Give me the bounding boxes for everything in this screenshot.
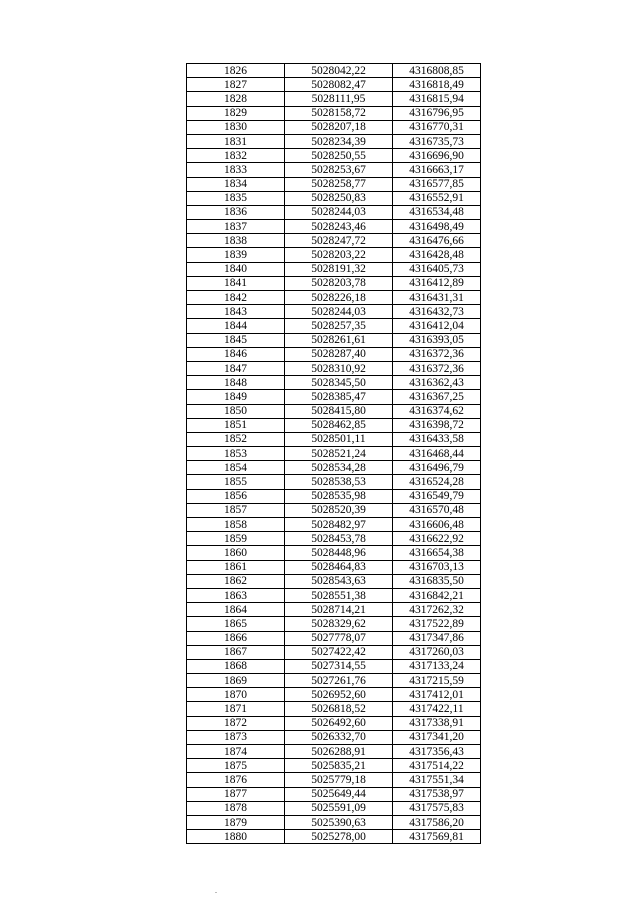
point-number-cell: 1864 [187,603,285,617]
table-row [187,390,481,404]
y-coordinate-cell: 4316696,90 [393,149,481,163]
y-coordinate-cell: 4317215,59 [393,674,481,688]
table-row [187,432,481,446]
table-row [187,177,481,191]
x-coordinate-cell: 5028244,03 [285,305,393,319]
y-coordinate-cell: 4316703,13 [393,560,481,574]
coordinates-table-body [187,64,481,844]
table-row [187,404,481,418]
x-coordinate-cell: 5025591,09 [285,801,393,815]
x-coordinate-cell: 5028462,85 [285,418,393,432]
table-row [187,830,481,844]
point-number-cell: 1869 [187,674,285,688]
table-row [187,489,481,503]
y-coordinate-cell: 4316663,17 [393,163,481,177]
y-coordinate-cell: 4316412,04 [393,319,481,333]
table-row [187,574,481,588]
table-row [187,418,481,432]
y-coordinate-cell: 4316735,73 [393,134,481,148]
y-coordinate-cell: 4316372,36 [393,347,481,361]
y-coordinate-cell: 4316398,72 [393,418,481,432]
x-coordinate-cell: 5028501,11 [285,432,393,446]
point-number-cell: 1840 [187,262,285,276]
point-number-cell: 1879 [187,815,285,829]
x-coordinate-cell: 5028464,83 [285,560,393,574]
y-coordinate-cell: 4317412,01 [393,688,481,702]
x-coordinate-cell: 5028448,96 [285,546,393,560]
x-coordinate-cell: 5028543,63 [285,574,393,588]
table-row [187,745,481,759]
point-number-cell: 1837 [187,220,285,234]
table-row [187,674,481,688]
point-number-cell: 1880 [187,830,285,844]
y-coordinate-cell: 4316570,48 [393,503,481,517]
table-row [187,645,481,659]
y-coordinate-cell: 4316606,48 [393,518,481,532]
table-row [187,518,481,532]
y-coordinate-cell: 4316796,95 [393,106,481,120]
table-row [187,773,481,787]
point-number-cell: 1863 [187,588,285,602]
point-number-cell: 1857 [187,503,285,517]
y-coordinate-cell: 4316770,31 [393,120,481,134]
y-coordinate-cell: 4316818,49 [393,78,481,92]
x-coordinate-cell: 5028244,03 [285,205,393,219]
point-number-cell: 1851 [187,418,285,432]
table-row [187,376,481,390]
table-row [187,603,481,617]
y-coordinate-cell: 4316367,25 [393,390,481,404]
y-coordinate-cell: 4317347,86 [393,631,481,645]
point-number-cell: 1855 [187,475,285,489]
x-coordinate-cell: 5025390,63 [285,815,393,829]
table-row [187,64,481,78]
y-coordinate-cell: 4317514,22 [393,759,481,773]
y-coordinate-cell: 4316476,66 [393,234,481,248]
point-number-cell: 1829 [187,106,285,120]
point-number-cell: 1849 [187,390,285,404]
x-coordinate-cell: 5028082,47 [285,78,393,92]
point-number-cell: 1861 [187,560,285,574]
point-number-cell: 1831 [187,134,285,148]
y-coordinate-cell: 4317538,97 [393,787,481,801]
point-number-cell: 1836 [187,205,285,219]
point-number-cell: 1852 [187,432,285,446]
point-number-cell: 1877 [187,787,285,801]
y-coordinate-cell: 4316808,85 [393,64,481,78]
table-row [187,801,481,815]
y-coordinate-cell: 4316428,48 [393,248,481,262]
point-number-cell: 1846 [187,347,285,361]
y-coordinate-cell: 4317338,91 [393,716,481,730]
point-number-cell: 1842 [187,291,285,305]
x-coordinate-cell: 5026288,91 [285,745,393,759]
point-number-cell: 1873 [187,730,285,744]
point-number-cell: 1830 [187,120,285,134]
x-coordinate-cell: 5027422,42 [285,645,393,659]
table-row [187,617,481,631]
point-number-cell: 1847 [187,361,285,375]
point-number-cell: 1843 [187,305,285,319]
point-number-cell: 1839 [187,248,285,262]
table-row [187,787,481,801]
table-row [187,205,481,219]
x-coordinate-cell: 5028453,78 [285,532,393,546]
x-coordinate-cell: 5028535,98 [285,489,393,503]
table-row [187,461,481,475]
y-coordinate-cell: 4316468,44 [393,447,481,461]
x-coordinate-cell: 5028534,28 [285,461,393,475]
x-coordinate-cell: 5025835,21 [285,759,393,773]
point-number-cell: 1835 [187,191,285,205]
x-coordinate-cell: 5028158,72 [285,106,393,120]
table-row [187,134,481,148]
table-row [187,234,481,248]
x-coordinate-cell: 5028520,39 [285,503,393,517]
y-coordinate-cell: 4317341,20 [393,730,481,744]
point-number-cell: 1833 [187,163,285,177]
y-coordinate-cell: 4317575,83 [393,801,481,815]
point-number-cell: 1875 [187,759,285,773]
table-row [187,319,481,333]
y-coordinate-cell: 4316549,79 [393,489,481,503]
table-row [187,475,481,489]
table-row [187,191,481,205]
y-coordinate-cell: 4316498,49 [393,220,481,234]
coordinates-table [186,63,481,844]
table-row [187,361,481,375]
y-coordinate-cell: 4316374,62 [393,404,481,418]
y-coordinate-cell: 4317551,34 [393,773,481,787]
point-number-cell: 1866 [187,631,285,645]
point-number-cell: 1876 [187,773,285,787]
y-coordinate-cell: 4316842,21 [393,588,481,602]
point-number-cell: 1856 [187,489,285,503]
table-row [187,546,481,560]
point-number-cell: 1878 [187,801,285,815]
x-coordinate-cell: 5026332,70 [285,730,393,744]
table-row [187,588,481,602]
x-coordinate-cell: 5027261,76 [285,674,393,688]
y-coordinate-cell: 4316815,94 [393,92,481,106]
point-number-cell: 1834 [187,177,285,191]
table-row [187,163,481,177]
y-coordinate-cell: 4316552,91 [393,191,481,205]
x-coordinate-cell: 5028250,83 [285,191,393,205]
x-coordinate-cell: 5028385,47 [285,390,393,404]
point-number-cell: 1850 [187,404,285,418]
point-number-cell: 1853 [187,447,285,461]
table-row [187,532,481,546]
x-coordinate-cell: 5028345,50 [285,376,393,390]
y-coordinate-cell: 4316622,92 [393,532,481,546]
y-coordinate-cell: 4316405,73 [393,262,481,276]
table-row [187,659,481,673]
table-row [187,92,481,106]
point-number-cell: 1870 [187,688,285,702]
table-row [187,262,481,276]
x-coordinate-cell: 5025779,18 [285,773,393,787]
x-coordinate-cell: 5028042,22 [285,64,393,78]
y-coordinate-cell: 4316433,58 [393,432,481,446]
table-row [187,291,481,305]
x-coordinate-cell: 5028247,72 [285,234,393,248]
table-row [187,815,481,829]
x-coordinate-cell: 5028203,78 [285,276,393,290]
table-row [187,305,481,319]
x-coordinate-cell: 5026492,60 [285,716,393,730]
scan-speck [215,892,217,893]
point-number-cell: 1848 [187,376,285,390]
x-coordinate-cell: 5025649,44 [285,787,393,801]
point-number-cell: 1871 [187,702,285,716]
x-coordinate-cell: 5028551,38 [285,588,393,602]
point-number-cell: 1845 [187,333,285,347]
x-coordinate-cell: 5028538,53 [285,475,393,489]
y-coordinate-cell: 4316372,36 [393,361,481,375]
y-coordinate-cell: 4316362,43 [393,376,481,390]
x-coordinate-cell: 5028226,18 [285,291,393,305]
y-coordinate-cell: 4316432,73 [393,305,481,319]
table-row [187,276,481,290]
x-coordinate-cell: 5025278,00 [285,830,393,844]
y-coordinate-cell: 4316496,79 [393,461,481,475]
point-number-cell: 1828 [187,92,285,106]
table-row [187,220,481,234]
y-coordinate-cell: 4317260,03 [393,645,481,659]
table-row [187,106,481,120]
x-coordinate-cell: 5026952,60 [285,688,393,702]
table-row [187,730,481,744]
table-row [187,560,481,574]
table-row [187,688,481,702]
x-coordinate-cell: 5028207,18 [285,120,393,134]
table-row [187,447,481,461]
y-coordinate-cell: 4317569,81 [393,830,481,844]
x-coordinate-cell: 5028261,61 [285,333,393,347]
y-coordinate-cell: 4317262,32 [393,603,481,617]
x-coordinate-cell: 5026818,52 [285,702,393,716]
table-row [187,759,481,773]
x-coordinate-cell: 5028250,55 [285,149,393,163]
point-number-cell: 1867 [187,645,285,659]
x-coordinate-cell: 5028415,80 [285,404,393,418]
x-coordinate-cell: 5028243,46 [285,220,393,234]
table-row [187,702,481,716]
table-row [187,333,481,347]
point-number-cell: 1874 [187,745,285,759]
y-coordinate-cell: 4316577,85 [393,177,481,191]
point-number-cell: 1838 [187,234,285,248]
point-number-cell: 1862 [187,574,285,588]
x-coordinate-cell: 5028310,92 [285,361,393,375]
y-coordinate-cell: 4316654,38 [393,546,481,560]
y-coordinate-cell: 4316524,28 [393,475,481,489]
table-row [187,503,481,517]
x-coordinate-cell: 5028287,40 [285,347,393,361]
x-coordinate-cell: 5028203,22 [285,248,393,262]
x-coordinate-cell: 5028253,67 [285,163,393,177]
y-coordinate-cell: 4317133,24 [393,659,481,673]
point-number-cell: 1872 [187,716,285,730]
table-row [187,78,481,92]
point-number-cell: 1858 [187,518,285,532]
table-row [187,716,481,730]
x-coordinate-cell: 5028482,97 [285,518,393,532]
table-row [187,347,481,361]
x-coordinate-cell: 5028258,77 [285,177,393,191]
point-number-cell: 1854 [187,461,285,475]
x-coordinate-cell: 5028234,39 [285,134,393,148]
y-coordinate-cell: 4316431,31 [393,291,481,305]
point-number-cell: 1827 [187,78,285,92]
y-coordinate-cell: 4316412,89 [393,276,481,290]
y-coordinate-cell: 4317422,11 [393,702,481,716]
point-number-cell: 1844 [187,319,285,333]
x-coordinate-cell: 5028521,24 [285,447,393,461]
y-coordinate-cell: 4316393,05 [393,333,481,347]
x-coordinate-cell: 5028329,62 [285,617,393,631]
y-coordinate-cell: 4316534,48 [393,205,481,219]
point-number-cell: 1832 [187,149,285,163]
y-coordinate-cell: 4317356,43 [393,745,481,759]
table-row [187,149,481,163]
x-coordinate-cell: 5028111,95 [285,92,393,106]
table-row [187,631,481,645]
point-number-cell: 1859 [187,532,285,546]
point-number-cell: 1826 [187,64,285,78]
point-number-cell: 1868 [187,659,285,673]
x-coordinate-cell: 5027314,55 [285,659,393,673]
point-number-cell: 1865 [187,617,285,631]
x-coordinate-cell: 5027778,07 [285,631,393,645]
x-coordinate-cell: 5028191,32 [285,262,393,276]
y-coordinate-cell: 4317522,89 [393,617,481,631]
table-row [187,120,481,134]
table-row [187,248,481,262]
x-coordinate-cell: 5028257,35 [285,319,393,333]
y-coordinate-cell: 4316835,50 [393,574,481,588]
point-number-cell: 1860 [187,546,285,560]
point-number-cell: 1841 [187,276,285,290]
y-coordinate-cell: 4317586,20 [393,815,481,829]
x-coordinate-cell: 5028714,21 [285,603,393,617]
